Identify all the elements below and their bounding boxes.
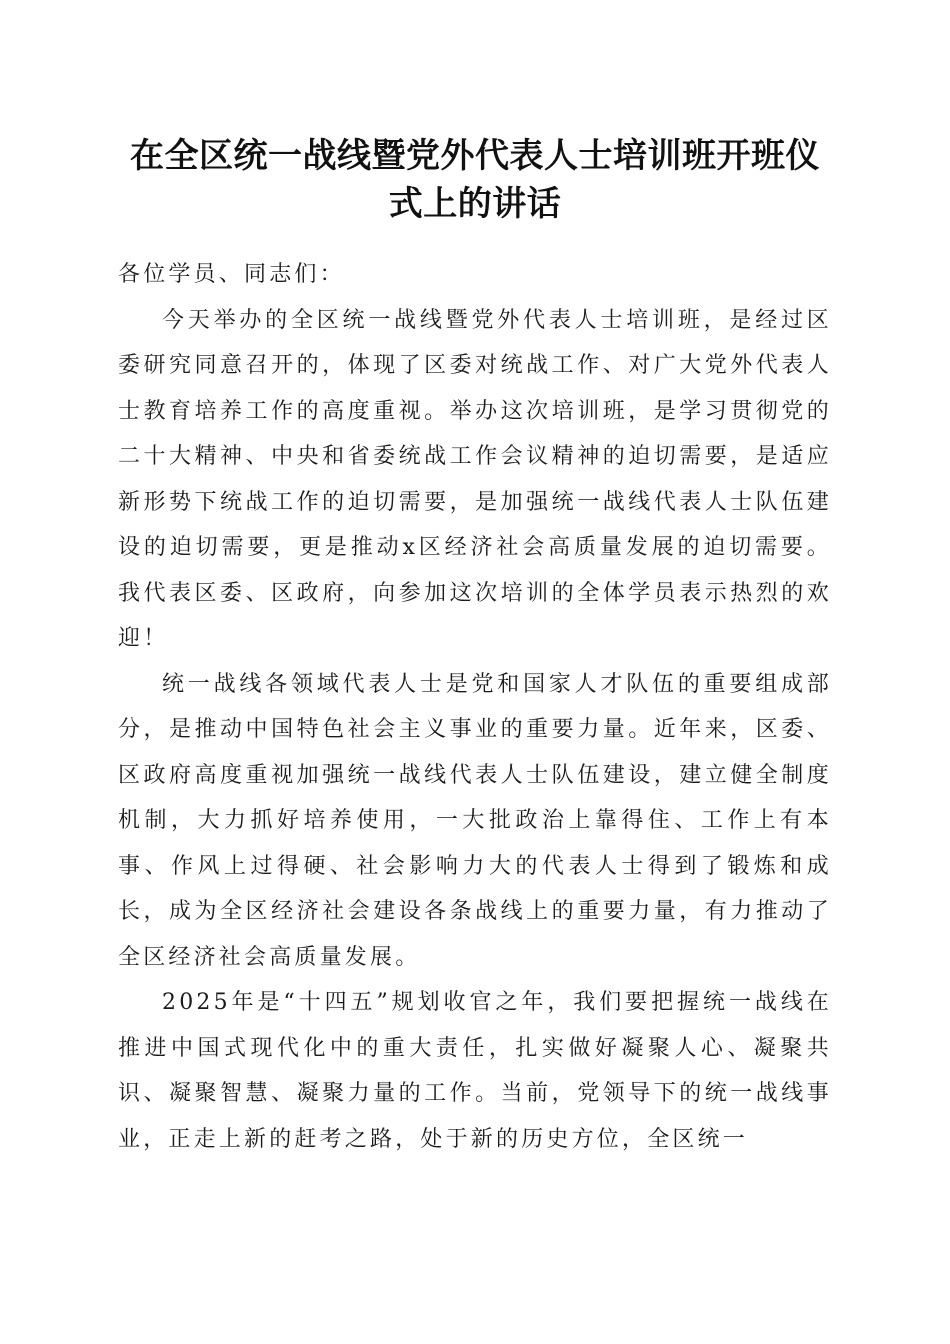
paragraph-1: 今天举办的全区统一战线暨党外代表人士培训班，是经过区委研究同意召开的，体现了区委对统战工作、对广大党外代表人士教育培养工作的高度重视。举办这次培训班，是学习贯彻党的二十大精神、中央和省委统战工作会议精神的迫切需要，是适应新形势下统战工作的迫切需要，是加强统一战线代表人士队伍建设的迫切需要，更是推动x区经济社会高质量发展的迫切需要。我代表区委、区政府，向参加这次培训的全体学员表示热烈的欢迎！	[118, 307, 832, 651]
salutation: 各位学员、同志们：	[118, 262, 345, 287]
title-line-2: 式上的讲话	[388, 184, 562, 224]
paragraph-3: 2025年是“十四五”规划收官之年，我们要把握统一战线在推进中国式现代化中的重大责任，扎实做好凝聚人心、凝聚共识、凝聚智慧、凝聚力量的工作。当前，党领导下的统一战线事业，正走上新的赶考之路，处于新的历史方位，全区统一	[118, 990, 832, 1152]
title-line-1: 在全区统一战线暨党外代表人士培训班开班仪	[130, 136, 820, 176]
paragraph-2: 统一战线各领域代表人士是党和国家人才队伍的重要组成部分，是推动中国特色社会主义事业的重要力量。近年来，区委、区政府高度重视加强统一战线代表人士队伍建设，建立健全制度机制，大力抓好培养使用，一大批政治上靠得住、工作上有本事、作风上过得硬、社会影响力大的代表人士得到了锻炼和成长，成为全区经济社会建设各条战线上的重要力量，有力推动了全区经济社会高质量发展。	[118, 671, 832, 970]
document-body	[118, 252, 832, 1162]
document-title	[118, 132, 832, 228]
